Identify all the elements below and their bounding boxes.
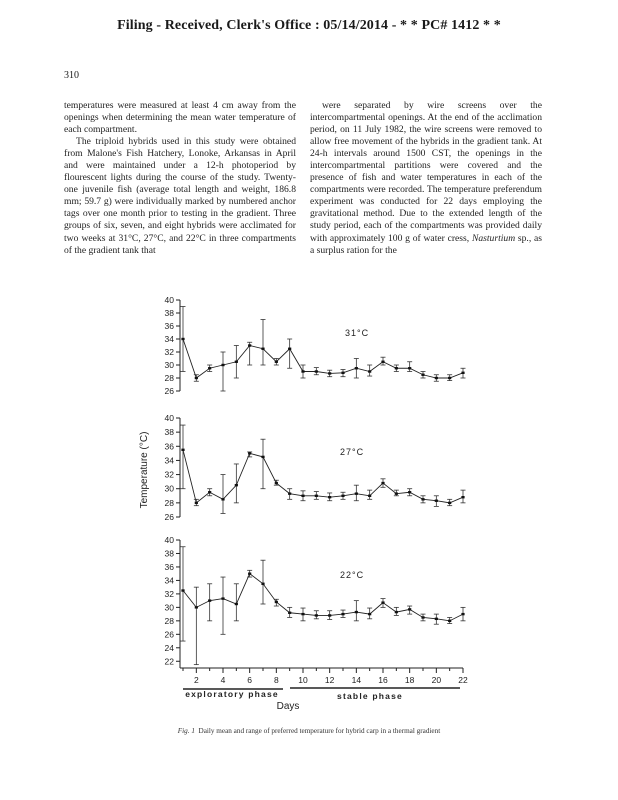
mean-point (355, 611, 358, 613)
x-tick-label: 12 (324, 675, 335, 685)
y-tick-label: 34 (164, 455, 174, 466)
x-tick-label: 22 (458, 675, 468, 685)
mean-point (181, 338, 184, 340)
x-tick-label: 2 (193, 675, 199, 685)
x-tick-label: 20 (431, 675, 442, 685)
mean-point (195, 377, 198, 379)
series-line (183, 339, 463, 378)
mean-point (301, 613, 304, 615)
y-tick-label: 26 (164, 386, 174, 396)
mean-point (395, 611, 398, 613)
y-tick-label: 26 (164, 629, 174, 640)
mean-point (181, 449, 184, 451)
y-tick-label: 38 (164, 548, 174, 559)
mean-point (328, 614, 331, 616)
mean-point (381, 482, 384, 484)
y-tick-label: 32 (164, 347, 174, 357)
mean-point (435, 377, 438, 379)
y-tick-label: 38 (164, 427, 174, 438)
x-tick-label: 8 (273, 675, 279, 685)
mean-point (315, 495, 318, 497)
mean-point (448, 620, 451, 622)
mean-point (328, 372, 331, 374)
mean-point (301, 370, 304, 372)
y-axis-title: Temperature (°C) (139, 431, 150, 509)
y-tick-label: 28 (164, 615, 174, 626)
mean-point (261, 456, 264, 458)
panel-2 (165, 535, 466, 668)
mean-point (248, 344, 251, 346)
left-paragraph-1: temperatures were measured at least 4 cm away from the openings when determining the mean water temperature of each compartment. (64, 100, 296, 136)
panel-0 (165, 295, 466, 396)
mean-point (208, 599, 211, 601)
mean-point (301, 495, 304, 497)
right-text-end: sp., as a surplus ration for the (310, 232, 542, 256)
series-label: 22°C (340, 570, 365, 580)
mean-point (408, 367, 411, 369)
y-tick-label: 36 (164, 561, 174, 572)
mean-point (221, 498, 224, 500)
left-paragraph-2: The triploid hybrids used in this study were obtained from Malone's Fish Hatchery, Lonoke, Arkansas in April and were maintained under a 12-h photoperiod by flourescent lights during the course of the study. Twenty-one juvenile fish (average total length and weight, 186.8 mm; 59.7 g) were individually marked by numbered anchor tags over one month prior to testing in the gradient. Three groups of six, seven, and eight hybrids were acclimated for two weeks at 31°C, 27°C, and 22°C in three compartments of the gradient tank that (64, 136, 296, 256)
mean-point (381, 601, 384, 603)
y-tick-label: 36 (164, 321, 174, 331)
mean-point (395, 492, 398, 494)
mean-point (381, 361, 384, 363)
mean-point (261, 348, 264, 350)
y-tick-label: 40 (164, 295, 174, 305)
x-tick-label: 16 (378, 675, 388, 685)
mean-point (315, 614, 318, 616)
y-tick-label: 34 (164, 334, 174, 344)
mean-point (408, 491, 411, 493)
mean-point (248, 572, 251, 574)
mean-point (421, 498, 424, 500)
exploratory-phase-label: exploratory phase (185, 689, 279, 699)
mean-point (275, 361, 278, 363)
chart-panels (165, 295, 468, 685)
mean-point (195, 606, 198, 608)
mean-point (368, 495, 371, 497)
mean-point (341, 372, 344, 374)
x-tick-label: 18 (404, 675, 415, 685)
mean-point (341, 495, 344, 497)
y-tick-label: 22 (164, 656, 174, 667)
species-name: Nasturtium (471, 232, 516, 244)
mean-point (408, 608, 411, 610)
mean-point (368, 370, 371, 372)
x-tick-label: 6 (247, 675, 253, 685)
y-tick-label: 36 (164, 441, 174, 452)
page-number: 310 (64, 70, 79, 81)
mean-point (395, 367, 398, 369)
x-tick-label: 10 (298, 675, 308, 685)
y-tick-label: 32 (164, 469, 174, 480)
y-tick-label: 32 (164, 588, 174, 599)
mean-point (221, 364, 224, 366)
stable-phase-label: stable phase (337, 691, 403, 701)
y-tick-label: 28 (164, 373, 174, 383)
mean-point (288, 348, 291, 350)
mean-point (275, 482, 278, 484)
mean-point (435, 500, 438, 502)
panel-1 (165, 413, 466, 522)
mean-point (195, 502, 198, 504)
mean-point (275, 601, 278, 603)
mean-point (355, 492, 358, 494)
caption-text: Daily mean and range of preferred temperature for hybrid carp in a thermal gradient (198, 727, 441, 735)
mean-point (328, 496, 331, 498)
mean-point (421, 616, 424, 618)
right-text-start: were separated by wire screens over the intercompartmental openings. At the end of the acclimation period, on 11 July 1982, the wire screens were removed to allow free movement of the hybrids in the gradient tank. At 24-h intervals around 1500 CST, the openings in the intercompartmental partitions were covered and the presence of fish and water temperatures in each of the compartments were recorded. The temperature preferendum experiment was conducted for 22 days employing the gravitational method. Due to the extended length of the study period, each of the compartments was provided daily with approximately 100 g of water cress, (310, 100, 542, 244)
mean-point (435, 618, 438, 620)
y-tick-label: 30 (164, 602, 174, 613)
y-tick-label: 28 (164, 497, 174, 508)
mean-point (235, 603, 238, 605)
mean-point (421, 374, 424, 376)
mean-point (261, 583, 264, 585)
y-tick-label: 38 (164, 308, 174, 318)
mean-point (288, 492, 291, 494)
x-tick-label: 4 (220, 675, 226, 685)
series-label: 31°C (345, 328, 370, 338)
mean-point (288, 612, 291, 614)
mean-point (368, 613, 371, 615)
x-tick-label: 14 (351, 675, 362, 685)
series-line (183, 450, 463, 503)
mean-point (221, 597, 224, 599)
y-tick-label: 30 (164, 483, 174, 494)
filing-header: Filing - Received, Clerk's Office : 05/14/2014 - * * PC# 1412 * * (117, 18, 501, 33)
mean-point (461, 613, 464, 615)
mean-point (248, 452, 251, 454)
mean-point (448, 377, 451, 379)
mean-point (235, 361, 238, 363)
mean-point (355, 367, 358, 369)
y-tick-label: 30 (164, 360, 174, 370)
series-label: 27°C (340, 447, 365, 457)
y-tick-label: 40 (164, 413, 174, 423)
mean-point (341, 613, 344, 615)
figure-caption (0, 727, 618, 735)
mean-point (461, 372, 464, 374)
mean-point (461, 496, 464, 498)
y-tick-label: 26 (164, 512, 174, 522)
y-tick-label: 34 (164, 575, 174, 586)
mean-point (181, 589, 184, 591)
y-tick-label: 40 (164, 535, 174, 545)
mean-point (235, 484, 238, 486)
mean-point (208, 491, 211, 493)
mean-point (208, 367, 211, 369)
y-tick-label: 24 (164, 642, 174, 653)
x-axis-title: Days (276, 701, 300, 712)
mean-point (315, 370, 318, 372)
mean-point (448, 502, 451, 504)
caption-prefix: Fig. 1 (177, 727, 195, 735)
